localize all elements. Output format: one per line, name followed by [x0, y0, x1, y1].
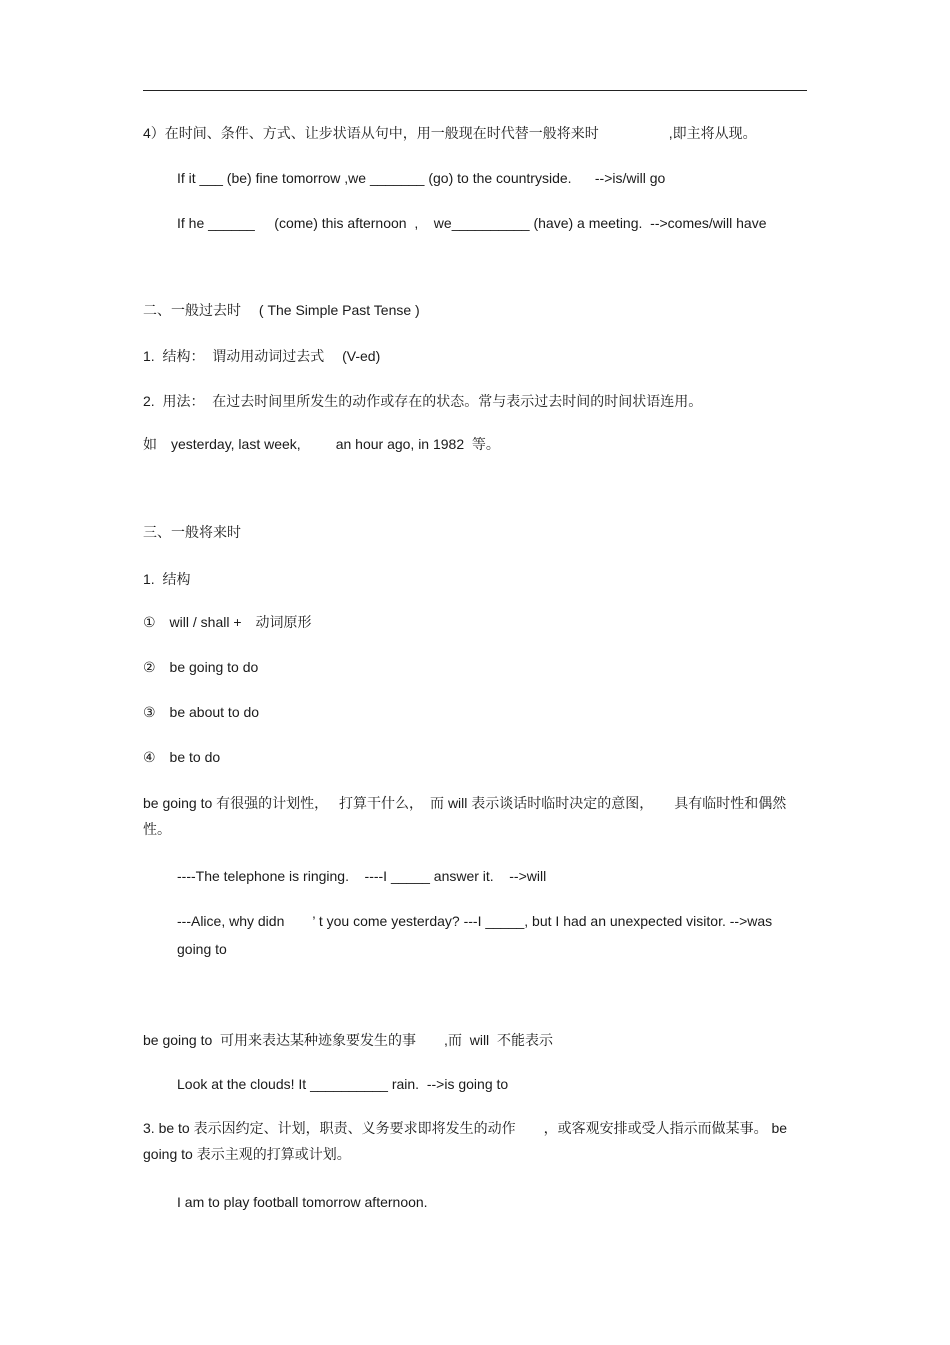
section2-title: 二、一般过去时 ( The Simple Past Tense ) — [143, 302, 420, 318]
example-clouds: Look at the clouds! It __________ rain. -->is going to — [177, 1076, 509, 1092]
example-football: I am to play football tomorrow afternoon. — [177, 1194, 428, 1210]
dialog-alice: ---Alice, why didn ’ t you come yesterday? ---I _____, but I had an unexpected visitor. -->was going to — [177, 913, 773, 957]
compare-signs: be going to 可用来表达某种迹象要发生的事 ,而 will 不能表示 — [143, 1032, 553, 1048]
form-item-4: ④ be to do — [143, 749, 221, 765]
form-item-2: ② be going to do — [143, 659, 259, 675]
section3-title: 三、一般将来时 — [143, 524, 241, 540]
section3-structure-heading: 1. 结构 — [143, 571, 191, 587]
compare-going-to-will: be going to 有很强的计划性， 打算干什么， 而 will 表示谈话时临时决定的意图， 具有临时性和偶然性。 — [143, 795, 787, 837]
item4-heading: 4）在时间、条件、方式、让步状语从句中，用一般现在时代替一般将来时 ,即主将从现。 — [143, 125, 757, 141]
top-rule — [143, 90, 807, 91]
section2-structure: 1. 结构： 谓动用动词过去式 (V-ed) — [143, 348, 381, 364]
form-item-1: ① will / shall + 动词原形 — [143, 614, 312, 630]
dialog-telephone: ----The telephone is ringing. ----I _____ answer it. -->will — [177, 868, 547, 884]
item4-example2: If he ______ (come) this afternoon , we__________ (have) a meeting. -->comes/will have — [177, 215, 767, 231]
form-item-3: ③ be about to do — [143, 704, 260, 720]
point3-be-to: 3. be to 表示因约定、计划，职责、义务要求即将发生的动作 ，或客观安排或受人指示而做某事。 be going to 表示主观的打算或计划。 — [143, 1120, 788, 1162]
section2-examples: 如 yesterday, last week, an hour ago, in 1982 等。 — [143, 436, 500, 452]
item4-example1: If it ___ (be) fine tomorrow ,we _______ (go) to the countryside. -->is/will go — [177, 170, 666, 186]
section2-usage: 2. 用法： 在过去时间里所发生的动作或存在的状态。常与表示过去时间的时间状语连用。 — [143, 393, 703, 409]
